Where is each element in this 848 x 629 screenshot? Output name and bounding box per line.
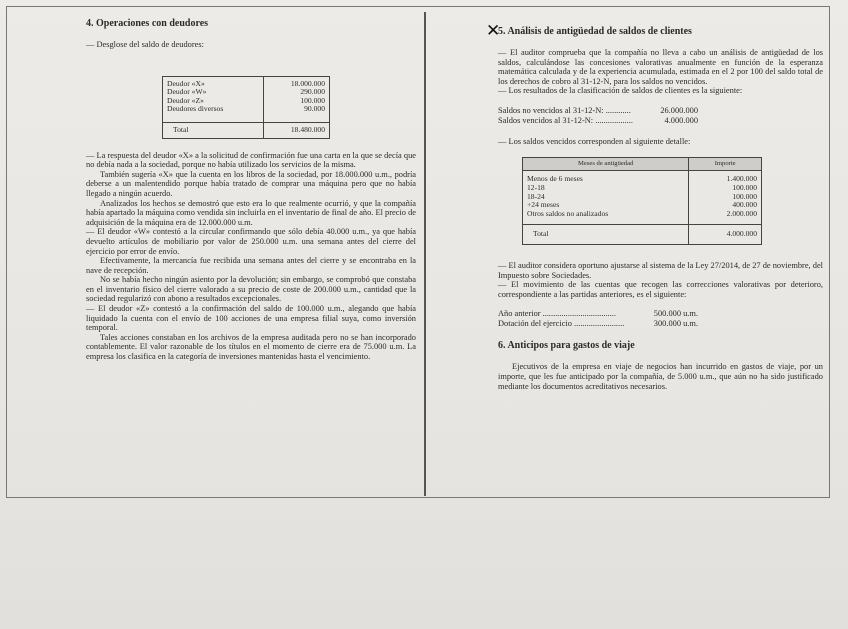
debtors-table [162,76,330,139]
kv-label: Saldos vencidos al 31-12-N: .................. [498,115,633,125]
aging-table [522,157,762,245]
balance-not-due [498,106,823,116]
kv-value: 500.000 u.m. [653,309,698,319]
provision-prior-year [498,309,823,319]
table-total-row [163,122,330,138]
row-label: Deudores diversos [167,104,224,114]
right-column [486,21,824,391]
paragraph-advances: Ejecutivos de la empresa en viaje de negocios han incurrido en gastos de viaje, por un importe, que les fue anticipado por la compañía, de 5.000 u.m., que aún no ha sido justificado mediante los documentos acreditativos necesarios. [498,362,823,391]
total-label: Total [163,122,264,138]
paragraph-detail: — Los saldos vencidos corresponden al siguiente detalle: [498,137,823,147]
paragraph-classification: — Los resultados de la clasificación de saldos de clientes es la siguiente: [498,86,823,96]
row-label: Deudor «X» [167,78,205,88]
row-label: Deudor «Z» [167,95,204,105]
row-value: 90.000 [263,105,329,122]
paragraph-x-response: — La respuesta del deudor «X» a la solicitud de confirmación fue una carta en la que se decía que no debía nada a la sociedad, porque no había utilizado los servicios de la misma. [86,151,416,170]
row-value: 100.000 [689,193,762,202]
kv-label: Dotación del ejercicio ........................ [498,318,625,328]
row-label: Otros saldos no analizados [527,208,609,218]
kv-value: 300.000 u.m. [653,318,698,328]
row-value: 2.000.000 [689,210,762,225]
total-value: 18.480.000 [263,122,329,138]
table-row [163,105,330,122]
row-label: Deudor «W» [167,87,207,97]
row-value: 400.000 [689,201,762,210]
table-row [523,184,762,193]
paragraph-w-goods: Efectivamente, la mercancía fue recibida una semana antes del cierre y se encontraba en la nave de recepción. [86,256,416,275]
row-label: 12-18 [527,182,545,192]
total-label: Total [523,225,689,245]
total-value: 4.000.000 [689,225,762,245]
table-row [523,210,762,225]
provision-current-year [498,319,823,329]
row-value: 18.000.000 [263,76,329,88]
section-6-heading: 6. Anticipos para gastos de viaje [498,340,635,352]
paragraph-law: — El auditor considera oportuno ajustarse al sistema de la Ley 27/2014, de 27 de noviembre, del Impuesto sobre Sociedades. [498,261,823,280]
paragraph-z-shares: Tales acciones constaban en los archivos de la empresa auditada pero no se han incorporado contablemente. El valor razonable de los títulos en el momento de cierre era de 75.000 u.m. La empresa los clasifica en la categoría de inversiones mantenidas hasta el vencimiento. [86,332,416,362]
balance-due [498,116,823,126]
paragraph-x-analysis: Analizados los hechos se demostró que esto era lo que realmente ocurrió, y que la compañía había apartado la máquina como vendida sin incluirla en el inventario de final de año. El precio de adquisición de la máquina era de 12.000.000 u.m. [86,198,416,227]
paragraph-x-suggestion: También sugería «X» que la cuenta en los libros de la sociedad, por 18.000.000 u.m., podría deberse a un malentendido porque había tratado de comprar una máquina pero que no había llegado a ningún acuerdo. [86,169,416,198]
paragraph-w-entry: No se había hecho ningún asiento por la devolución; sin embargo, se comprobó que constaba en el inventario físico del cierre valorado a su precio de coste de 200.000 u.m., cantidad que la sociedad regularizó con abono a resultados excepcionales. [86,275,416,304]
row-value: 1.400.000 [689,171,762,184]
column-divider [424,12,426,496]
kv-label: Año anterior ................................... [498,309,616,319]
row-label: 18-24 [527,191,545,201]
paragraph-w-response: — El deudor «W» contestó a la circular confirmando que sólo debía 40.000 u.m., ya que había devuelto artículos de mobiliario por valor de 250.000 u.m. una semana antes del cierre del ejercicio por error de envío. [86,227,416,256]
paragraph-movement: — El movimiento de las cuentas que recogen las correcciones valorativas por deterioro, correspondiente a las partidas anteriores, es el siguiente: [498,280,823,299]
table-row [523,171,762,184]
row-value: 290.000 [263,88,329,97]
paragraph-z-response: — El deudor «Z» contestó a la confirmación del saldo de 100.000 u.m., alegando que había liquidado la cuenta con el envío de 100 acciones de una empresa filial suya, como inversión temporal. [86,304,416,333]
col-header-amount: Importe [689,157,762,171]
table-total-row [523,225,762,245]
kv-value: 26.000.000 [660,105,698,115]
kv-value: 4.000.000 [664,115,698,125]
row-value: 100.000 [263,97,329,106]
section-5-heading: 5. Análisis de antigüedad de saldos de clientes [498,26,692,37]
row-label: +24 meses [527,200,560,210]
debtors-intro: — Desglose del saldo de deudores: [86,40,416,50]
table-header-row [523,157,762,171]
col-header-months: Meses de antigüedad [523,157,689,171]
cross-mark-icon: ✕ [486,21,501,41]
paragraph-aging: — El auditor comprueba que la compañía no lleva a cabo un análisis de antigüedad de los saldos, calculándose las concesiones valorativas anualmente en función de la esperanza matemática calculada y de la experiencia acumulada, estimada en el 2 por 100 del saldo total de los derechos de cobro al 31-12-N, para los saldos no vencidos. [498,48,823,86]
left-column [86,18,416,362]
row-label: Menos de 6 meses [527,174,583,184]
kv-label: Saldos no vencidos al 31-12-N: ............ [498,105,631,115]
row-value: 100.000 [689,184,762,193]
section-4-heading: 4. Operaciones con deudores [86,18,209,29]
